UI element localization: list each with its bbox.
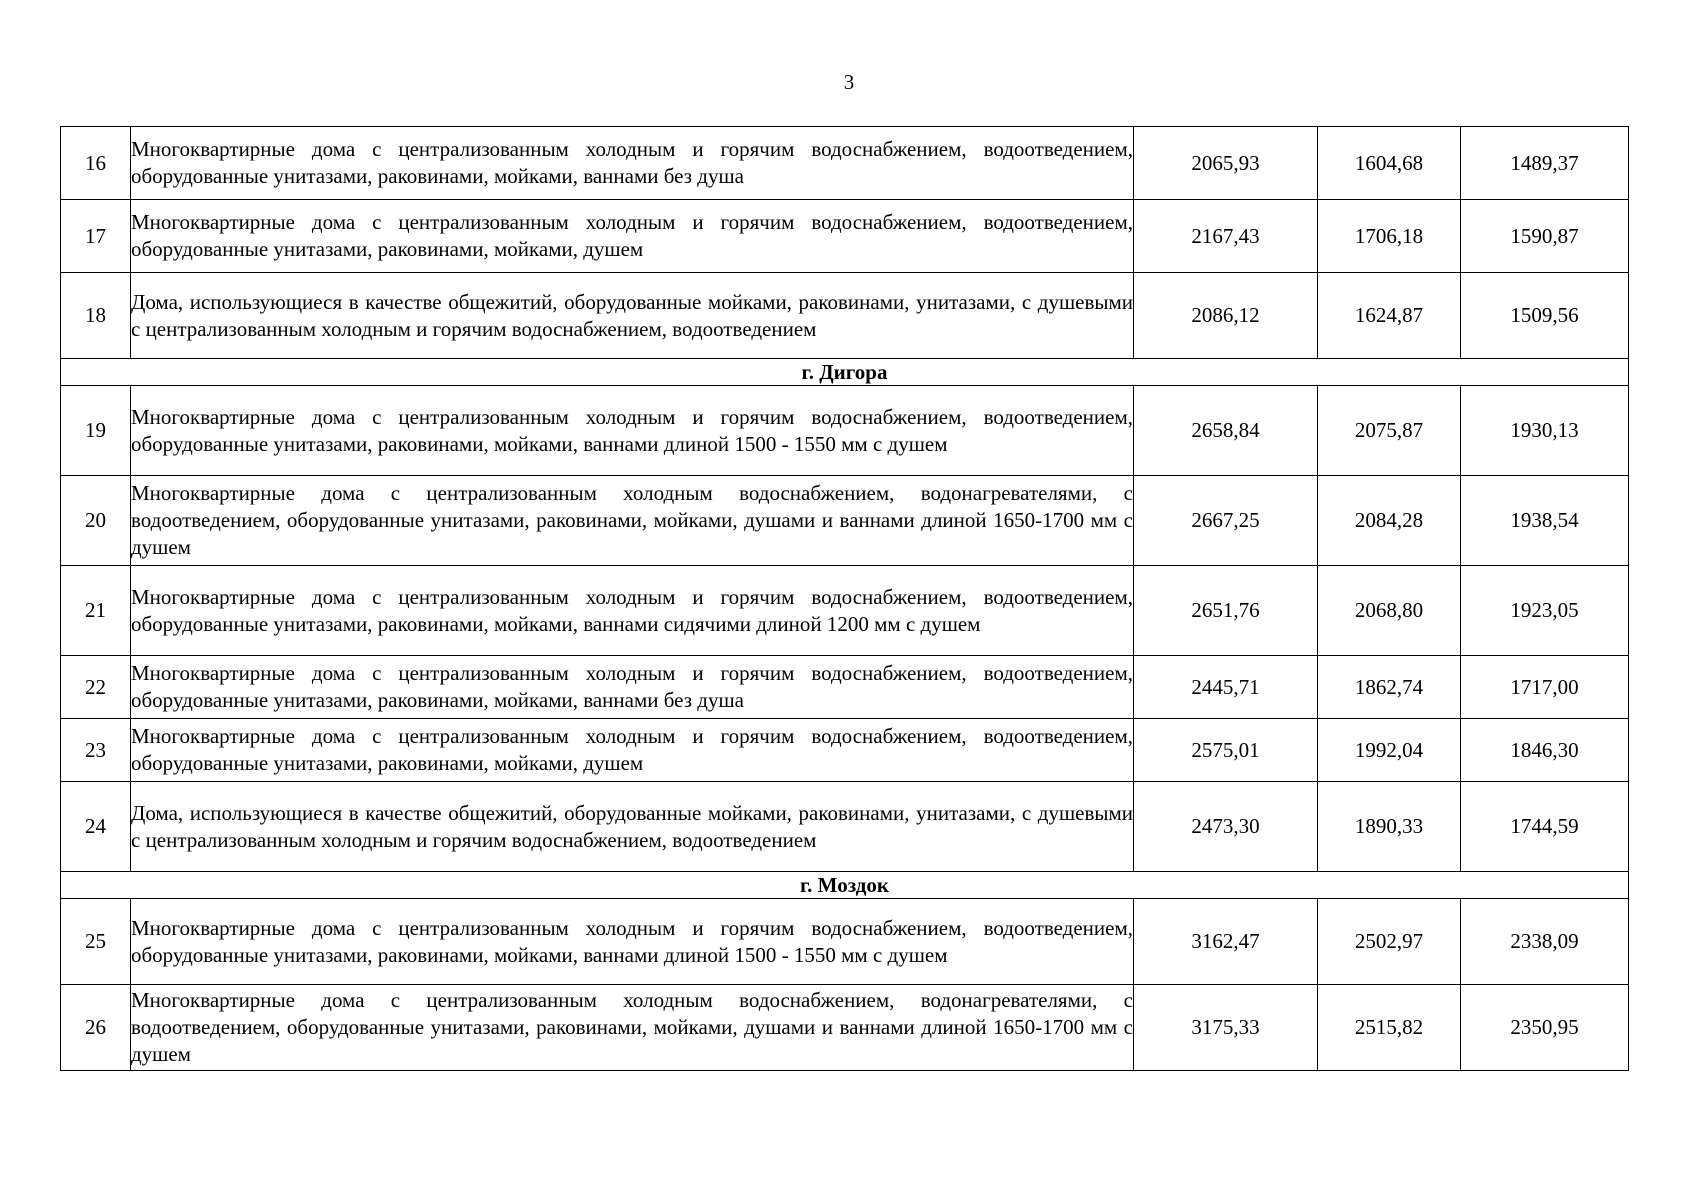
row-number: 19 <box>61 386 131 476</box>
table-row <box>61 656 1629 719</box>
row-number: 16 <box>61 127 131 200</box>
row-description: Многоквартирные дома с централизованным холодным и горячим водоснабжением, водоотведением, оборудованные унитазами, раковинами, мойками, ваннами сидячими длиной 1200 мм с душем <box>131 566 1134 656</box>
tariff-value-1: 2086,12 <box>1134 273 1318 359</box>
tariff-value-3: 2350,95 <box>1461 985 1629 1071</box>
tariff-value-1: 3175,33 <box>1134 985 1318 1071</box>
row-number: 25 <box>61 899 131 985</box>
table-row <box>61 127 1629 200</box>
tariff-value-1: 2167,43 <box>1134 200 1318 273</box>
tariff-value-3: 1930,13 <box>1461 386 1629 476</box>
tariff-value-1: 2575,01 <box>1134 719 1318 782</box>
table-row <box>61 200 1629 273</box>
tariff-value-3: 1938,54 <box>1461 476 1629 566</box>
tariff-value-2: 1992,04 <box>1318 719 1461 782</box>
tariff-value-1: 2651,76 <box>1134 566 1318 656</box>
tariff-value-1: 2667,25 <box>1134 476 1318 566</box>
row-number: 23 <box>61 719 131 782</box>
row-description: Многоквартирные дома с централизованным холодным и горячим водоснабжением, водоотведением, оборудованные унитазами, раковинами, мойками, ваннами длиной 1500 - 1550 мм с душем <box>131 899 1134 985</box>
row-number: 26 <box>61 985 131 1071</box>
tariff-value-2: 2068,80 <box>1318 566 1461 656</box>
tariff-value-3: 1846,30 <box>1461 719 1629 782</box>
row-description: Многоквартирные дома с централизованным холодным и горячим водоснабжением, водоотведением, оборудованные унитазами, раковинами, мойками, ваннами длиной 1500 - 1550 мм с душем <box>131 386 1134 476</box>
row-description: Многоквартирные дома с централизованным холодным и горячим водоснабжением, водоотведением, оборудованные унитазами, раковинами, мойками, душем <box>131 200 1134 273</box>
table-row <box>61 476 1629 566</box>
row-number: 18 <box>61 273 131 359</box>
row-description: Дома, использующиеся в качестве общежитий, оборудованные мойками, раковинами, унитазами, с душевыми с централизованным холодным и горячим водоснабжением, водоотведением <box>131 273 1134 359</box>
tariff-value-2: 1706,18 <box>1318 200 1461 273</box>
tariff-value-2: 2075,87 <box>1318 386 1461 476</box>
tariff-value-3: 2338,09 <box>1461 899 1629 985</box>
section-title: г. Моздок <box>61 872 1629 899</box>
tariff-value-2: 2515,82 <box>1318 985 1461 1071</box>
row-description: Многоквартирные дома с централизованным холодным и горячим водоснабжением, водоотведением, оборудованные унитазами, раковинами, мойками, ваннами без душа <box>131 656 1134 719</box>
tariff-value-2: 1862,74 <box>1318 656 1461 719</box>
tariff-value-3: 1590,87 <box>1461 200 1629 273</box>
row-number: 17 <box>61 200 131 273</box>
row-number: 24 <box>61 782 131 872</box>
tariff-value-1: 2658,84 <box>1134 386 1318 476</box>
row-number: 20 <box>61 476 131 566</box>
table-row <box>61 985 1629 1071</box>
row-description: Многоквартирные дома с централизованным холодным и горячим водоснабжением, водоотведением, оборудованные унитазами, раковинами, мойками, ваннами без душа <box>131 127 1134 200</box>
tariff-table <box>60 126 1629 1071</box>
tariff-value-3: 1744,59 <box>1461 782 1629 872</box>
section-header-row <box>61 872 1629 899</box>
tariff-value-1: 3162,47 <box>1134 899 1318 985</box>
table-row <box>61 566 1629 656</box>
tariff-value-3: 1489,37 <box>1461 127 1629 200</box>
tariff-value-2: 2084,28 <box>1318 476 1461 566</box>
tariff-value-2: 1890,33 <box>1318 782 1461 872</box>
page-number: 3 <box>843 70 855 94</box>
table-row <box>61 273 1629 359</box>
tariff-value-1: 2473,30 <box>1134 782 1318 872</box>
tariff-value-1: 2445,71 <box>1134 656 1318 719</box>
tariff-value-2: 2502,97 <box>1318 899 1461 985</box>
tariff-value-3: 1509,56 <box>1461 273 1629 359</box>
row-description: Многоквартирные дома с централизованным холодным водоснабжением, водонагревателями, с водоотведением, оборудованные унитазами, раковинами, мойками, душами и ваннами длиной 1650-1700 мм с душем <box>131 985 1134 1071</box>
row-description: Многоквартирные дома с централизованным холодным и горячим водоснабжением, водоотведением, оборудованные унитазами, раковинами, мойками, душем <box>131 719 1134 782</box>
row-description: Дома, использующиеся в качестве общежитий, оборудованные мойками, раковинами, унитазами, с душевыми с централизованным холодным и горячим водоснабжением, водоотведением <box>131 782 1134 872</box>
tariff-value-3: 1717,00 <box>1461 656 1629 719</box>
section-header-row <box>61 359 1629 386</box>
table-row <box>61 386 1629 476</box>
table-row <box>61 899 1629 985</box>
table-row <box>61 782 1629 872</box>
row-description: Многоквартирные дома с централизованным холодным водоснабжением, водонагревателями, с водоотведением, оборудованные унитазами, раковинами, мойками, душами и ваннами длиной 1650-1700 мм с душем <box>131 476 1134 566</box>
tariff-value-2: 1624,87 <box>1318 273 1461 359</box>
row-number: 21 <box>61 566 131 656</box>
tariff-value-2: 1604,68 <box>1318 127 1461 200</box>
tariff-value-3: 1923,05 <box>1461 566 1629 656</box>
tariff-value-1: 2065,93 <box>1134 127 1318 200</box>
section-title: г. Дигора <box>61 359 1629 386</box>
table-row <box>61 719 1629 782</box>
row-number: 22 <box>61 656 131 719</box>
